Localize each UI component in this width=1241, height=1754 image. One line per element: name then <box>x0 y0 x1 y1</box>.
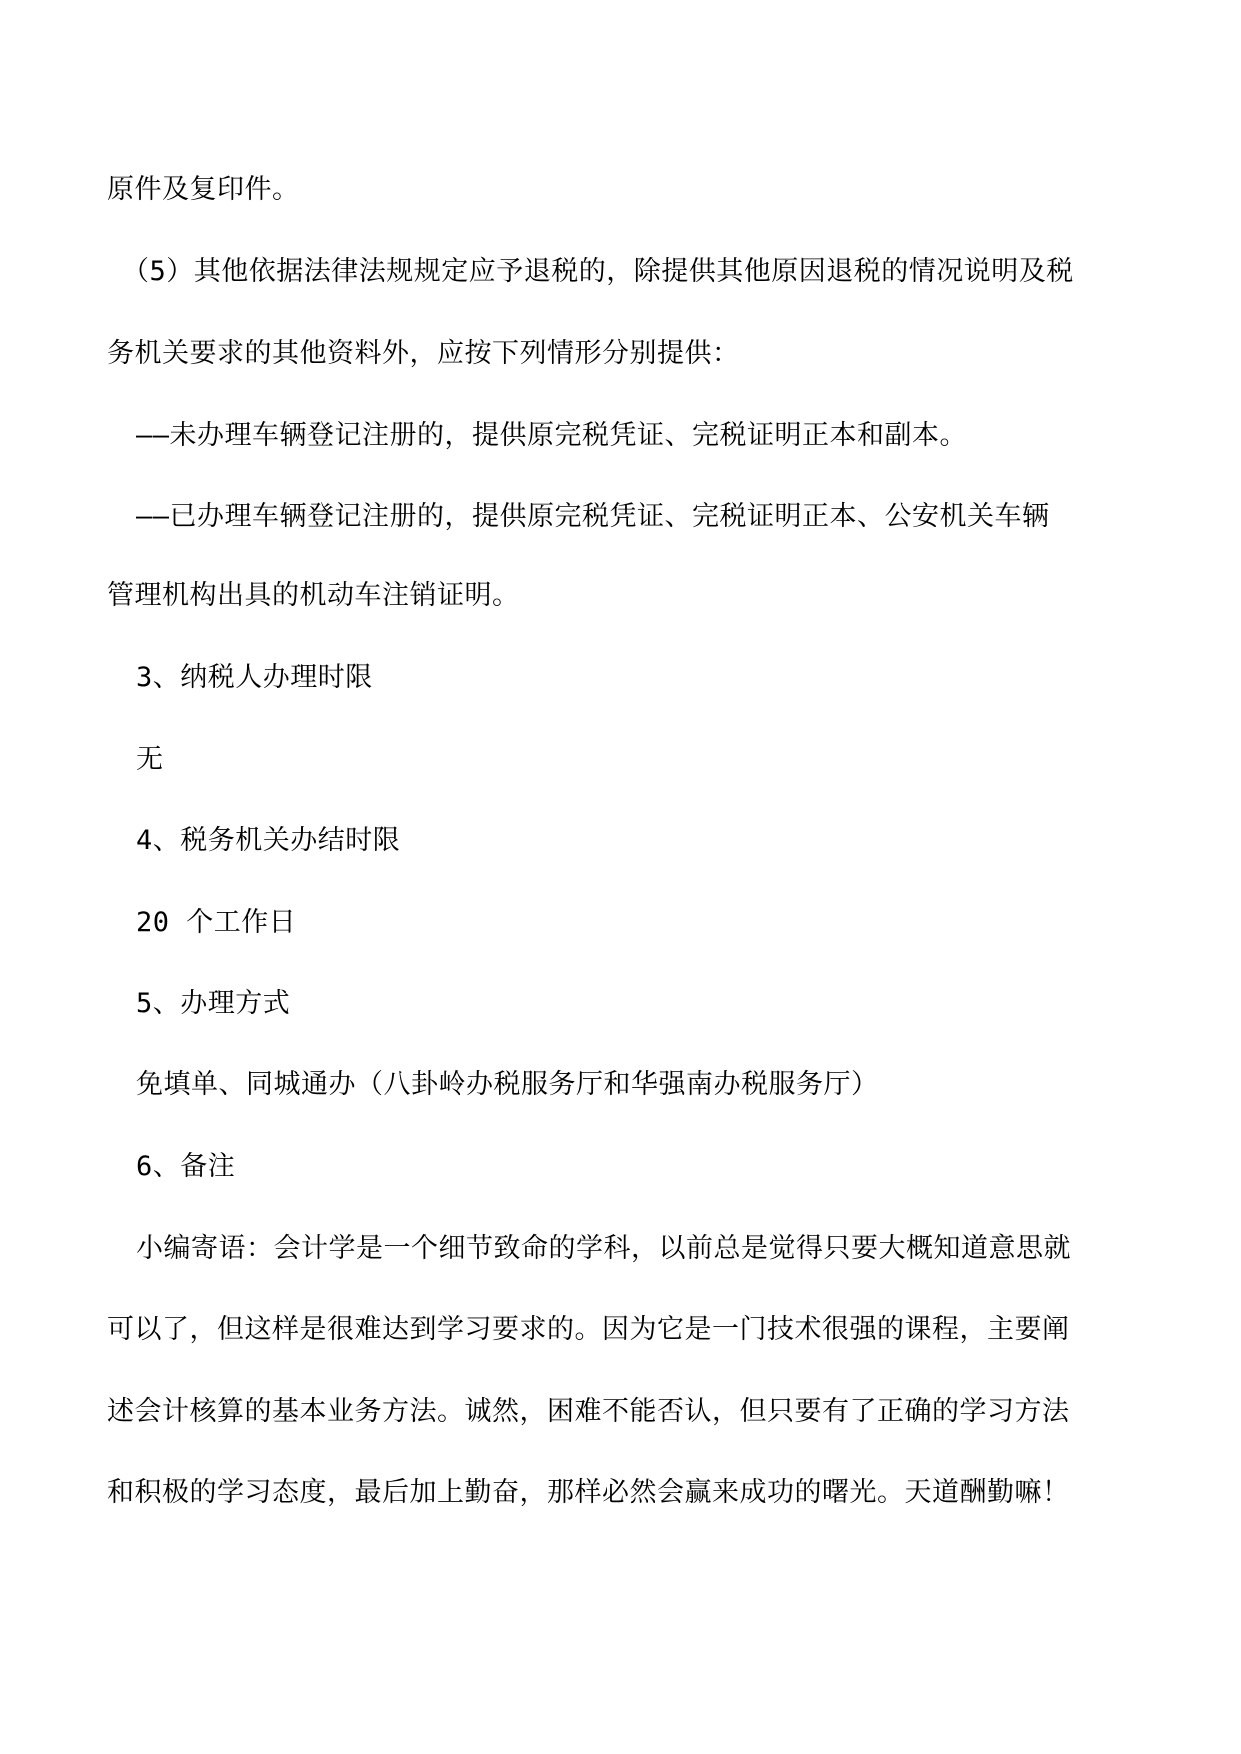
text-line: 可以了，但这样是很难达到学习要求的。因为它是一门技术很强的课程，主要阐 <box>107 1314 1070 1345</box>
text-line: 免填单、同城通办（八卦岭办税服务厅和华强南办税服务厅） <box>136 1069 879 1100</box>
text-line: 原件及复印件。 <box>107 174 300 205</box>
text-line: 述会计核算的基本业务方法。诚然，困难不能否认，但只要有了正确的学习方法 <box>107 1396 1070 1427</box>
text-line: 无 <box>136 744 164 775</box>
text-line: 务机关要求的其他资料外，应按下列情形分别提供： <box>107 338 740 369</box>
text-line: 和积极的学习态度，最后加上勤奋，那样必然会赢来成功的曙光。天道酬勤嘛！ <box>107 1477 1070 1508</box>
text-line: 小编寄语：会计学是一个细节致命的学科，以前总是觉得只要大概知道意思就 <box>136 1233 1071 1264</box>
text-line: 管理机构出具的机动车注销证明。 <box>107 580 520 611</box>
section-heading: 4、税务机关办结时限 <box>136 825 401 856</box>
text-line: （5）其他依据法律法规规定应予退税的，除提供其他原因退税的情况说明及税 <box>122 256 1074 287</box>
section-heading: 3、纳税人办理时限 <box>136 662 373 693</box>
section-heading: 6、备注 <box>136 1151 236 1182</box>
text-line: ——已办理车辆登记注册的，提供原完税凭证、完税证明正本、公安机关车辆 <box>136 501 1050 532</box>
text-line: ——未办理车辆登记注册的，提供原完税凭证、完税证明正本和副本。 <box>136 420 968 451</box>
text-line: 20 个工作日 <box>136 907 297 938</box>
section-heading: 5、办理方式 <box>136 988 291 1019</box>
